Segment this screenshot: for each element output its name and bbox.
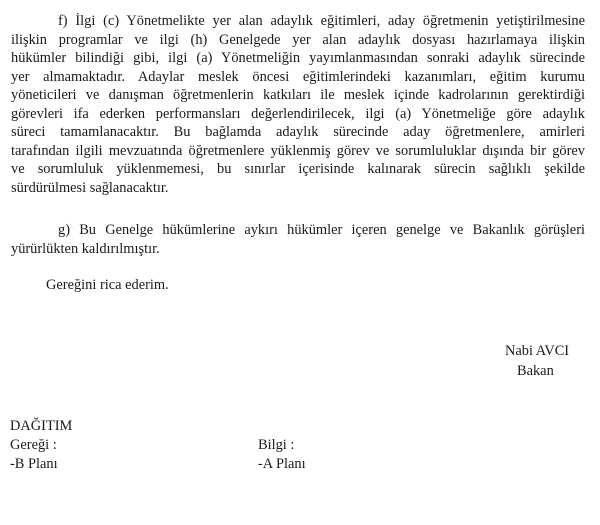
paragraph-f-line: ve sorumluluk yüklenmemesi, bu sınırlar içerisinde kalınarak sürecin sağlıklı şekilde <box>11 161 585 177</box>
paragraph-f-line: ilişkin programlar ve ilgi (h) Genelgede yer alan adaylık dosyası hazırlamaya ilişkin <box>11 31 585 48</box>
distribution-item-row <box>10 455 570 474</box>
distribution-action-item: -B Planı <box>10 456 58 472</box>
paragraph-f-line: hükümler bilindiği gibi, ilgi (a) Yönetmeliğin yayımlanmasından sonraki adaylık sürecinde <box>11 50 585 66</box>
distribution-info-header: Bilgi : <box>258 437 295 453</box>
distribution-block <box>10 417 570 474</box>
paragraph-f-line: yöneticileri ve danışman öğretmenlerin katkıları ile meslek içinde kadrolarının gerektirdiği <box>11 87 585 103</box>
paragraph-f-line: süreci tamamlanacaktır. Bu bağlamda adaylık sürecinde aday öğretmenlere, amirleri <box>11 124 585 140</box>
distribution-action-header: Gereği : <box>10 437 57 453</box>
paragraph-f-line: f) İlgi (c) Yönetmelikte yer alan adaylık eğitimleri, aday öğretmenin yetiştirilmesine <box>58 13 585 29</box>
signatory-title: Bakan <box>517 363 554 379</box>
paragraph-f <box>11 12 585 197</box>
paragraph-f-line: görevleri ifa ederken performansları değerlendirilecek, ilgi (a) Yönetmeliğe göre adaylık <box>11 105 585 122</box>
distribution-header-row <box>10 436 570 455</box>
paragraph-f-line: yer almamaktadır. Adaylar meslek öncesi eğitimlerindeki kazanımları, eğitim kurumu <box>11 68 585 85</box>
paragraph-g-line: yürürlükten kaldırılmıştır. <box>11 240 160 257</box>
paragraph-f-line: sürdürülmesi sağlanacaktır. <box>11 179 169 196</box>
distribution-info-item: -A Planı <box>258 456 306 472</box>
signature-block <box>505 341 569 381</box>
paragraph-g <box>11 221 585 258</box>
closing-sentence: Gereğini rica ederim. <box>46 277 169 293</box>
paragraph-g-line: g) Bu Genelge hükümlerine aykırı hükümler içeren genelge ve Bakanlık görüşleri <box>58 222 585 238</box>
distribution-title: DAĞITIM <box>10 418 73 434</box>
paragraph-f-line: tarafından ilgili mevzuatında öğretmenlere yüklenmiş görev ve sorumluluklar dışında bir görev <box>11 142 585 159</box>
signatory-name: Nabi AVCI <box>505 343 570 359</box>
